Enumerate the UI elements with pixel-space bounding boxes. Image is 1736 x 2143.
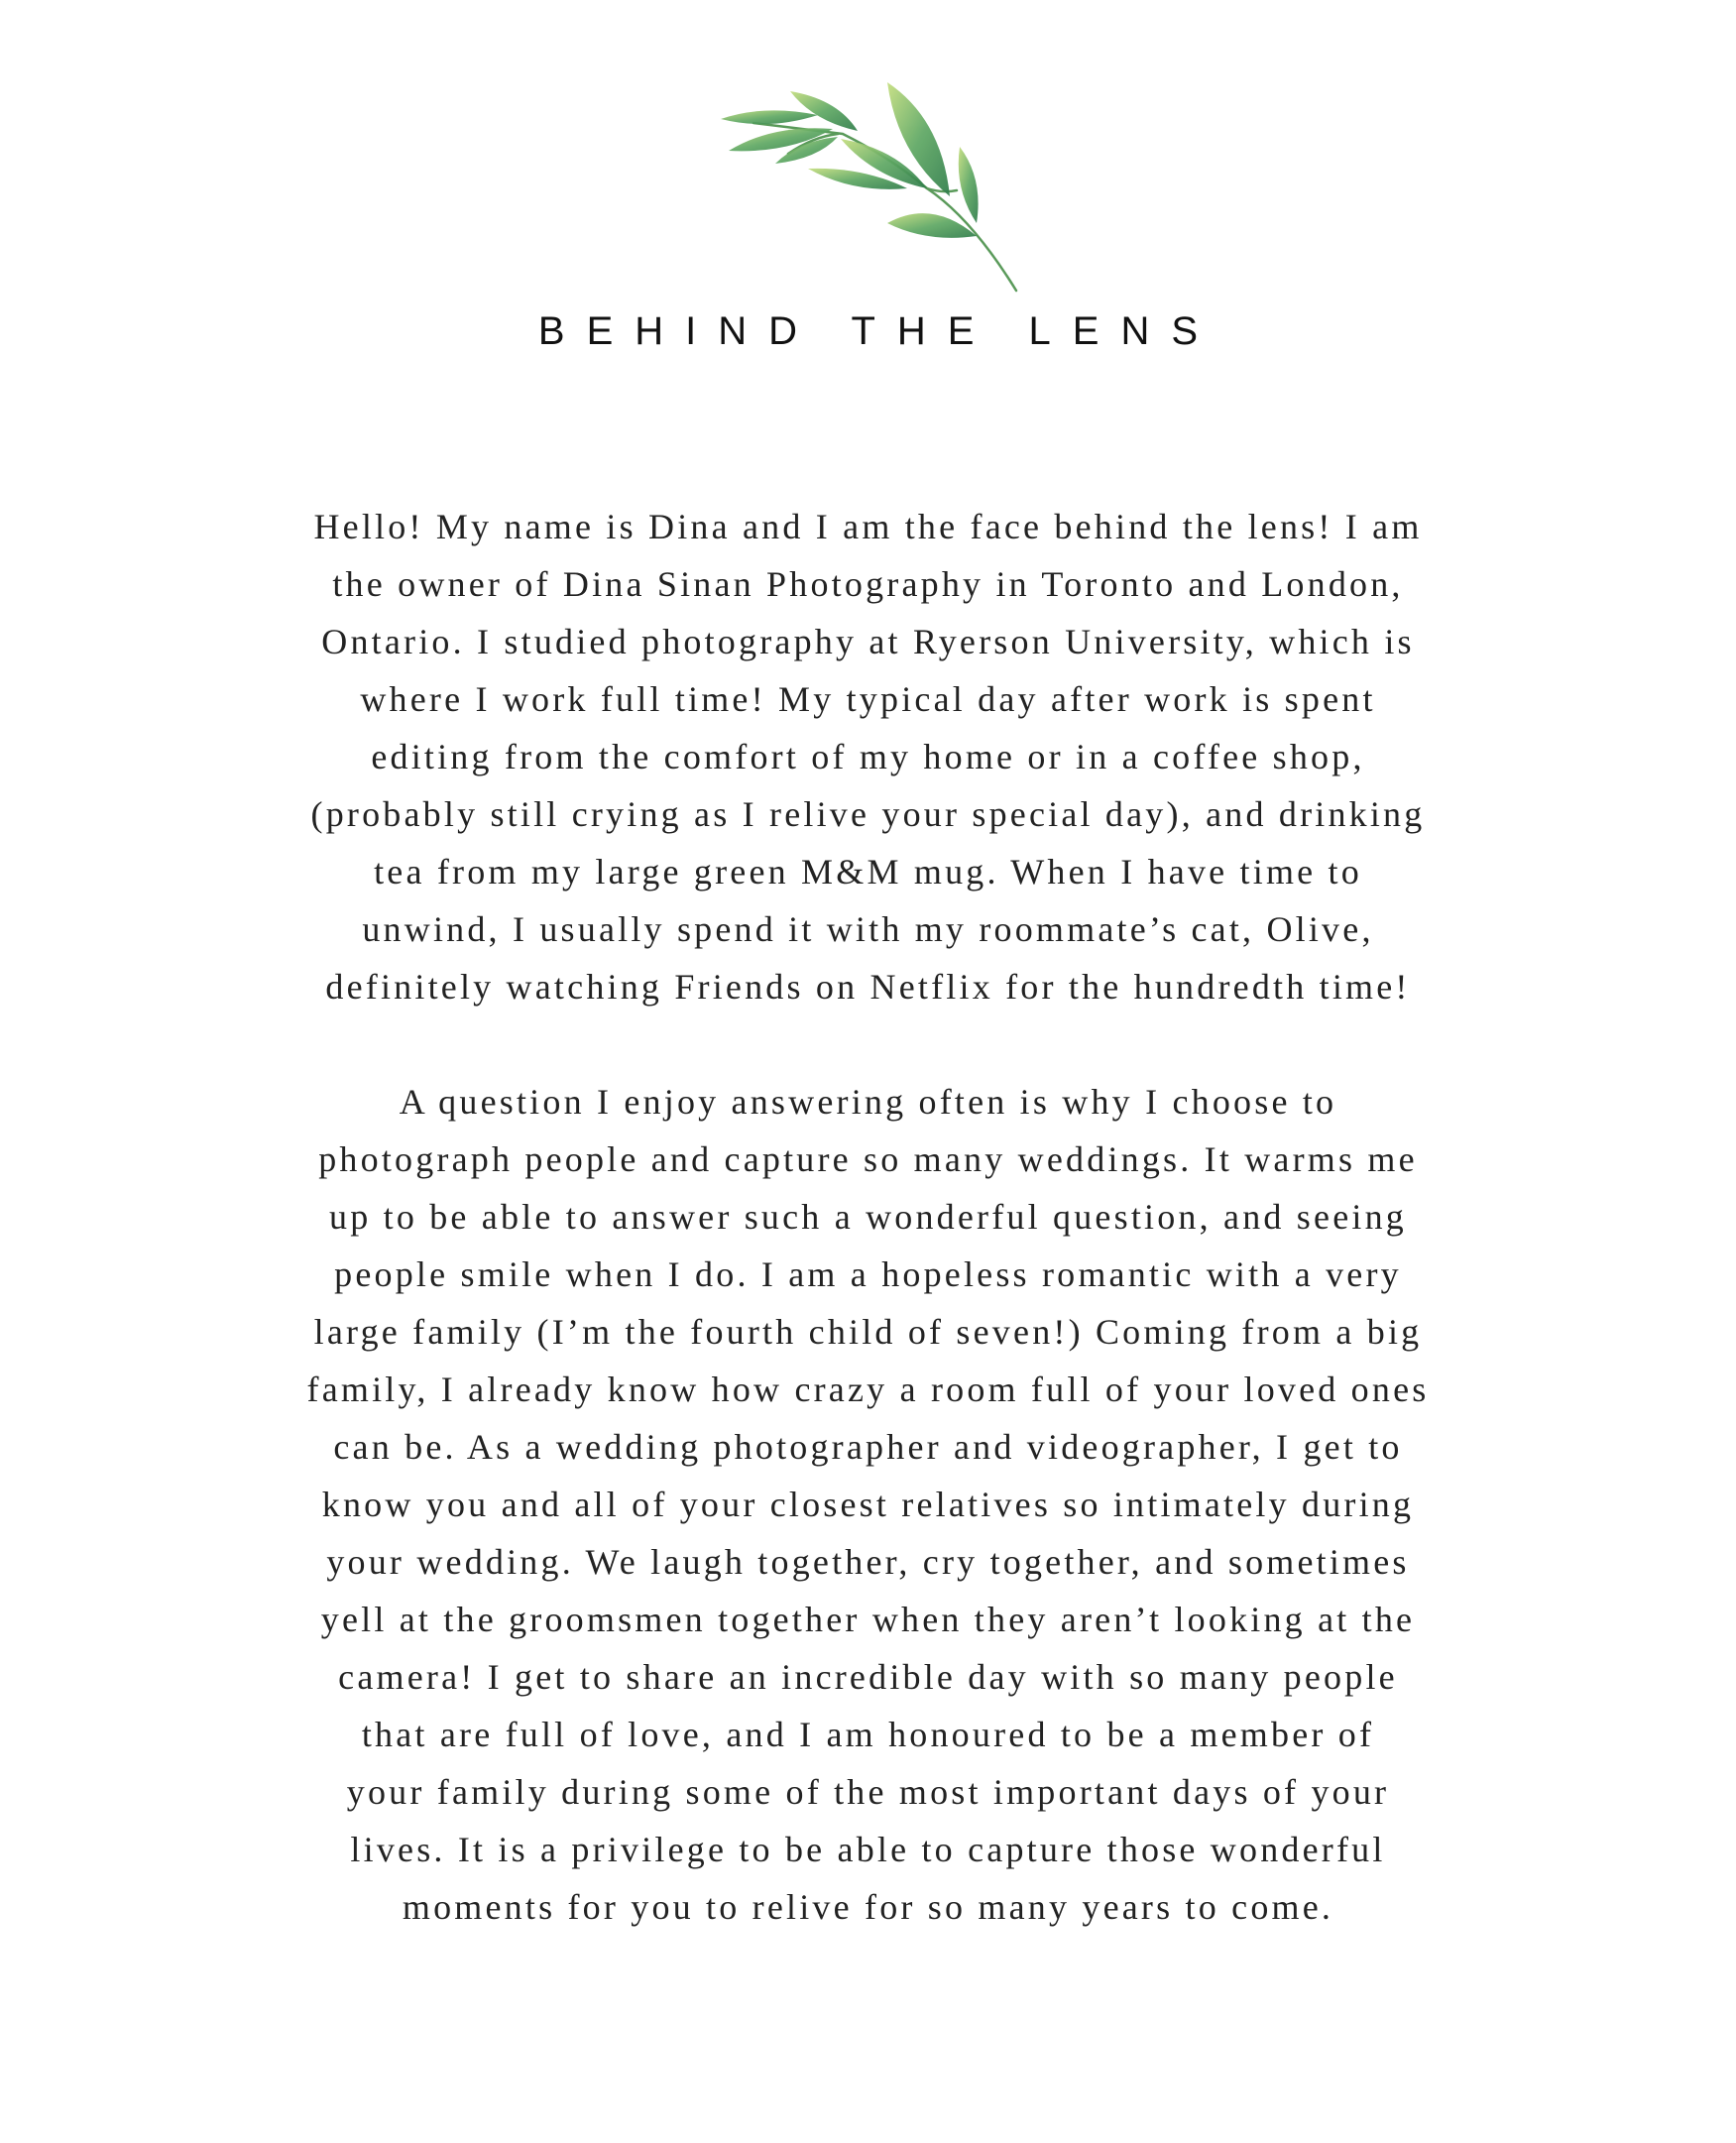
paragraph-line: Ontario. I studied photography at Ryerson University, which is [321, 622, 1415, 661]
paragraph-line: unwind, I usually spend it with my roommate’s cat, Olive, [362, 909, 1374, 949]
paragraph-line: your family during some of the most important days of your [346, 1772, 1390, 1812]
paragraph-line: moments for you to relive for so many years to come. [402, 1887, 1334, 1927]
paragraph-line: camera! I get to share an incredible day with so many people [338, 1657, 1398, 1697]
paragraph-line: (probably still crying as I relive your special day), and drinking [310, 794, 1426, 834]
page-title: BEHIND THE LENS [537, 309, 1220, 353]
paragraph-line: the owner of Dina Sinan Photography in Toronto and London, [332, 564, 1404, 604]
paragraph-line: people smile when I do. I am a hopeless romantic with a very [334, 1254, 1402, 1294]
paragraph-line: photograph people and capture so many weddings. It warms me [318, 1139, 1418, 1179]
paragraph-line: Hello! My name is Dina and I am the face behind the lens! I am [313, 507, 1423, 546]
paragraph-line: large family (I’m the fourth child of seven!) Coming from a big [313, 1312, 1423, 1352]
paragraph-line: tea from my large green M&M mug. When I have time to [374, 852, 1362, 892]
paragraph-line: yell at the groomsmen together when they aren’t looking at the [320, 1600, 1416, 1639]
paragraph-line: A question I enjoy answering often is why I choose to [399, 1082, 1337, 1122]
why-weddings-paragraph [0, 1073, 1736, 1936]
paragraph-line: that are full of love, and I am honoured to be a member of [361, 1715, 1375, 1754]
paragraph-line: know you and all of your closest relatives so intimately during [321, 1485, 1415, 1524]
paragraph-line: editing from the comfort of my home or in a coffee shop, [371, 737, 1365, 776]
paragraph-line: your wedding. We laugh together, cry together, and sometimes [326, 1542, 1410, 1582]
paragraph-line: lives. It is a privilege to be able to capture those wonderful [350, 1830, 1386, 1869]
paragraph-line: up to be able to answer such a wonderful question, and seeing [329, 1197, 1407, 1237]
paragraph-line: where I work full time! My typical day after work is spent [360, 679, 1376, 719]
paragraph-line: can be. As a wedding photographer and videographer, I get to [333, 1427, 1403, 1467]
paragraph-line: family, I already know how crazy a room full of your loved ones [306, 1369, 1430, 1409]
intro-paragraph [0, 498, 1736, 1015]
paragraph-line: definitely watching Friends on Netflix for the hundredth time! [325, 967, 1411, 1007]
